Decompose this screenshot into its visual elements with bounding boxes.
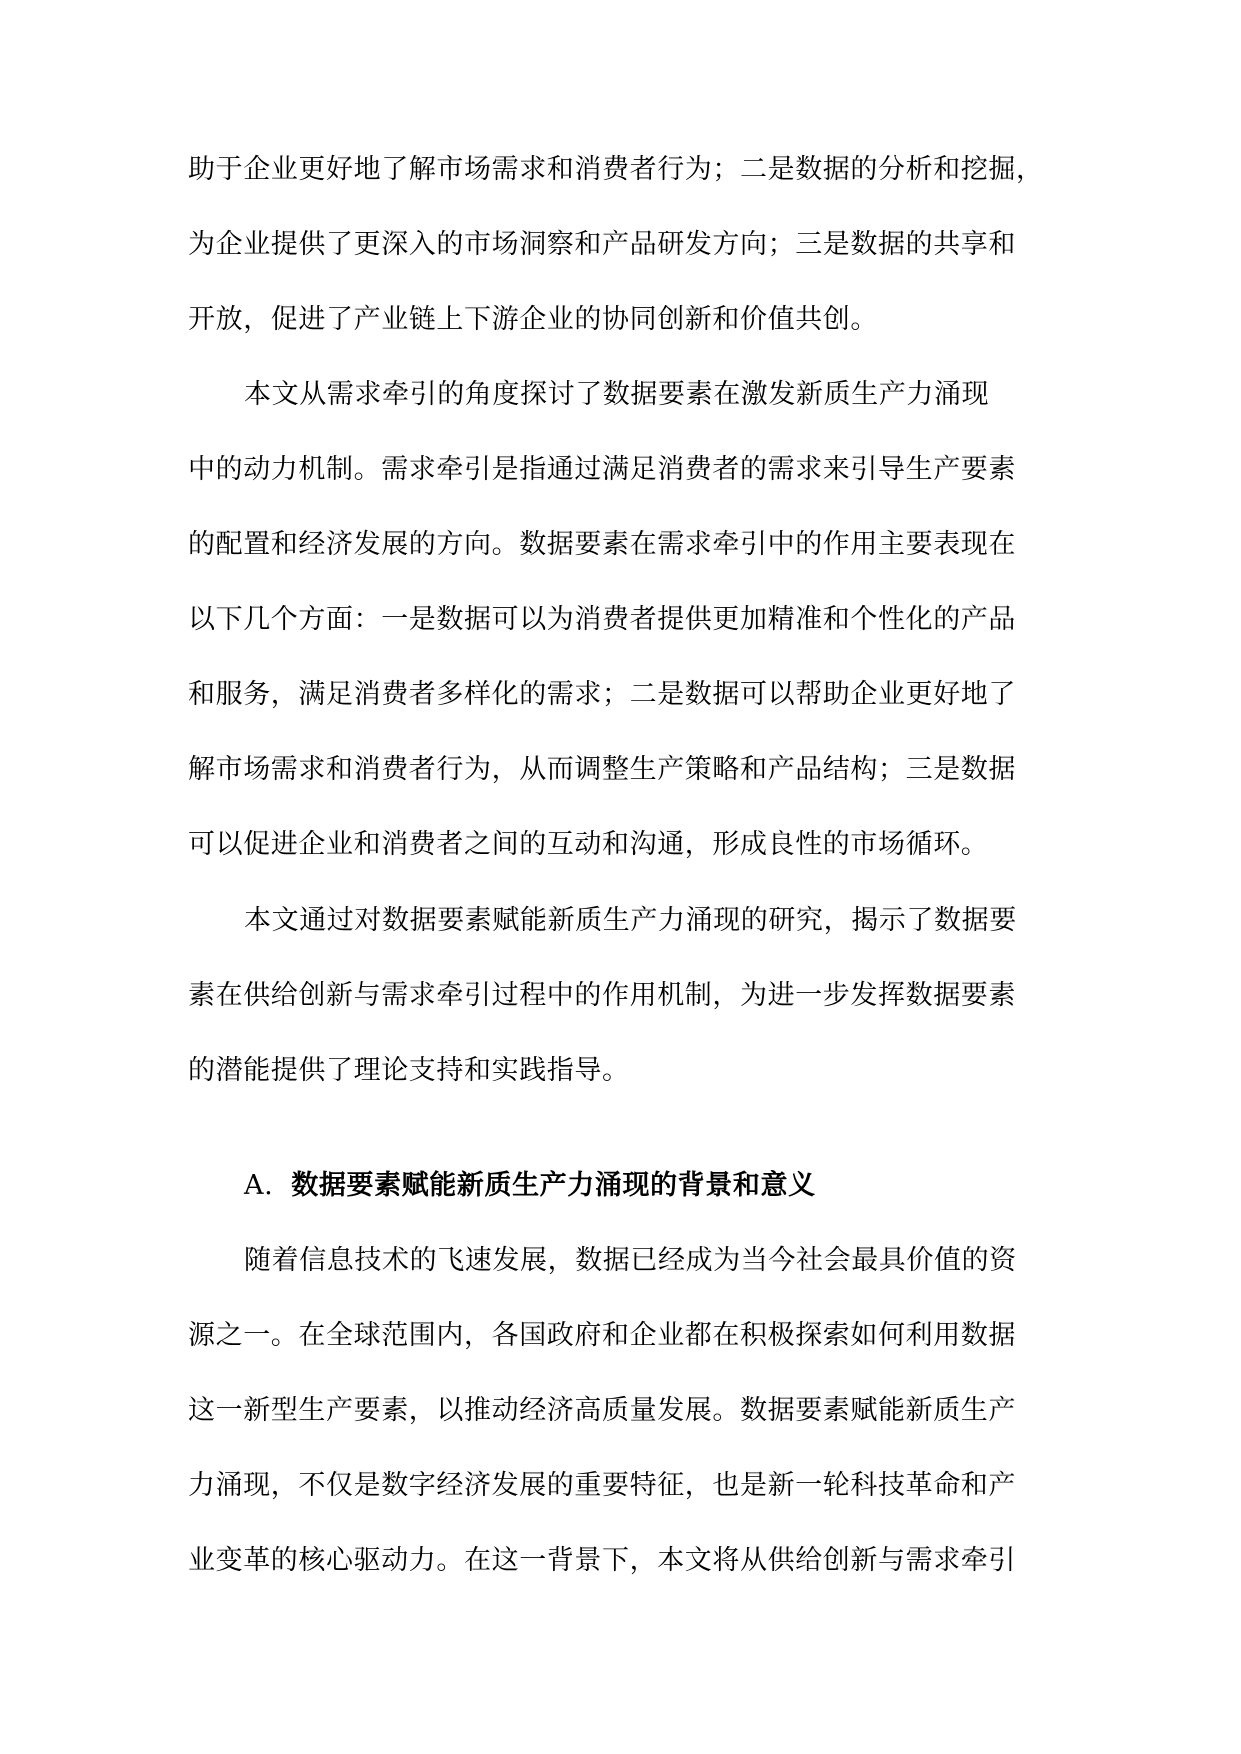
section-heading bbox=[244, 1168, 816, 1204]
paragraph-2-line-3: 的配置和经济发展的方向。数据要素在需求牵引中的作用主要表现在 bbox=[188, 529, 1016, 560]
paragraph-2-line-7: 可以促进企业和消费者之间的互动和沟通，形成良性的市场循环。 bbox=[188, 829, 989, 860]
section-paragraph-line-2: 源之一。在全球范围内，各国政府和企业都在积极探索如何利用数据 bbox=[188, 1320, 1016, 1351]
paragraph-3-line-3: 的潜能提供了理论支持和实践指导。 bbox=[188, 1055, 630, 1086]
paragraph-2-line-5: 和服务，满足消费者多样化的需求；二是数据可以帮助企业更好地了 bbox=[188, 679, 1016, 710]
section-paragraph-line-1: 随着信息技术的飞速发展，数据已经成为当今社会最具价值的资 bbox=[244, 1245, 1017, 1276]
section-paragraph-line-3: 这一新型生产要素，以推动经济高质量发展。数据要素赋能新质生产 bbox=[188, 1395, 1016, 1426]
paragraph-2-line-4: 以下几个方面：一是数据可以为消费者提供更加精准和个性化的产品 bbox=[188, 604, 1016, 635]
paragraph-2-line-6: 解市场需求和消费者行为，从而调整生产策略和产品结构；三是数据 bbox=[188, 754, 1016, 785]
section-paragraph-line-4: 力涌现，不仅是数字经济发展的重要特征，也是新一轮科技革命和产 bbox=[188, 1470, 1016, 1501]
paragraph-3-line-2: 素在供给创新与需求牵引过程中的作用机制，为进一步发挥数据要素 bbox=[188, 980, 1016, 1011]
paragraph-1-line-1: 助于企业更好地了解市场需求和消费者行为；二是数据的分析和挖掘， bbox=[188, 154, 1044, 185]
section-heading-title: 数据要素赋能新质生产力涌现的背景和意义 bbox=[291, 1170, 816, 1201]
paragraph-2-line-2: 中的动力机制。需求牵引是指通过满足消费者的需求来引导生产要素 bbox=[188, 454, 1016, 485]
section-heading-marker: A. bbox=[244, 1170, 274, 1201]
paragraph-2-line-1: 本文从需求牵引的角度探讨了数据要素在激发新质生产力涌现 bbox=[244, 379, 990, 410]
section-paragraph-line-5: 业变革的核心驱动力。在这一背景下，本文将从供给创新与需求牵引 bbox=[188, 1545, 1016, 1576]
paragraph-1-line-2: 为企业提供了更深入的市场洞察和产品研发方向；三是数据的共享和 bbox=[188, 229, 1016, 260]
paragraph-1-line-3: 开放，促进了产业链上下游企业的协同创新和价值共创。 bbox=[188, 304, 878, 335]
paragraph-3-line-1: 本文通过对数据要素赋能新质生产力涌现的研究，揭示了数据要 bbox=[244, 905, 1017, 936]
